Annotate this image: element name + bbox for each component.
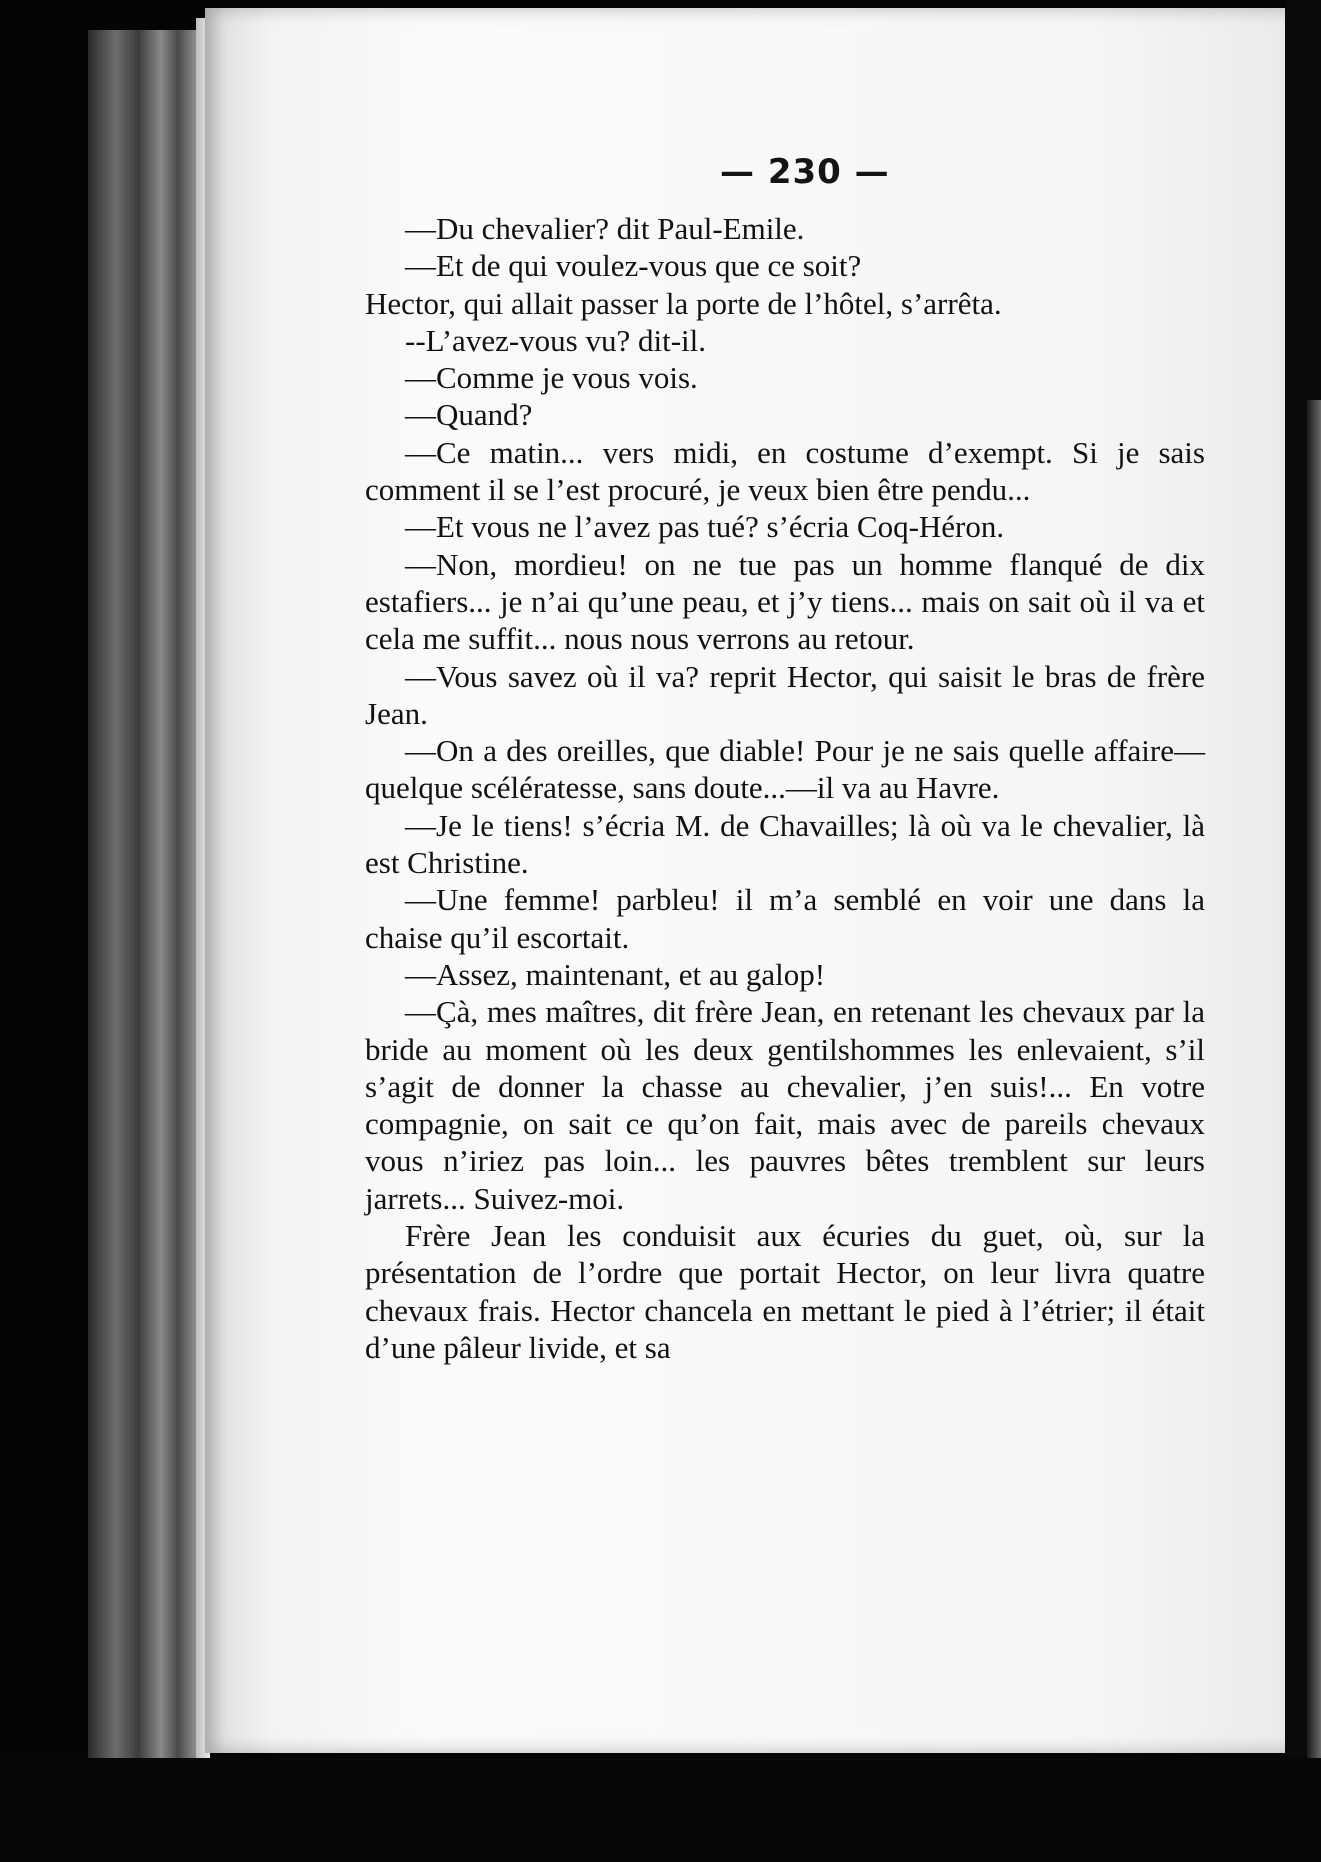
paragraph: —Je le tiens! s’écria M. de Chavailles; là où va le chevalier, là est Christine. xyxy=(365,807,1205,881)
book-spine xyxy=(88,30,200,1760)
paragraph: --L’avez-vous vu? dit-il. xyxy=(405,322,707,358)
paragraph: —Du chevalier? dit Paul-Emile. xyxy=(405,211,805,246)
paragraph: —Vous savez où il va? reprit Hector, qui saisit le bras de frère Jean. xyxy=(365,658,1205,731)
paragraph: —Çà, mes maîtres, dit frère Jean, en retenant les chevaux par la bride au moment où les deux gentilshommes les enlevaient, s’il s’agit de donner la chasse au chevalier, j’en suis!... En votre compagnie, on sait ce qu’on fait, mais avec de pareils chevaux vous n’iriez pas loin... les pauvres bêtes tremblent sur leurs jarrets... Suivez-moi. xyxy=(365,994,1205,1216)
paragraph: Frère Jean les conduisit aux écuries du guet, où, sur la présentation de l’ordre que portait Hector, on leur livra quatre chevaux frais. Hector chancela en mettant le pied à l’étrier; il était d’une pâleur livide, et sa xyxy=(365,1218,1205,1365)
paragraph: —Ce matin... vers midi, en costume d’exempt. Si je sais comment il se l’est procuré, je veux bien être pendu... xyxy=(365,434,1205,508)
paragraph: —Une femme! parbleu! il m’a semblé en voir une dans la chaise qu’il escortait. xyxy=(365,882,1205,955)
paragraph: —Assez, maintenant, et au galop! xyxy=(405,956,826,992)
paragraph: —Quand? xyxy=(405,397,533,433)
page-text xyxy=(365,210,1205,1366)
paragraph: —Et de qui voulez-vous que ce soit? xyxy=(405,248,862,284)
page-number: — 230 — xyxy=(720,152,890,192)
next-page-edge xyxy=(1307,400,1321,1800)
paragraph: —Comme je vous vois. xyxy=(405,360,698,396)
scan-margin-bottom xyxy=(0,1758,1321,1862)
paragraph: —Et vous ne l’avez pas tué? s’écria Coq-Héron. xyxy=(405,509,1005,545)
paragraph: Hector, qui allait passer la porte de l’hôtel, s’arrêta. xyxy=(365,285,1002,321)
paragraph: —Non, mordieu! on ne tue pas un homme flanqué de dix estafiers... je n’ai qu’une peau, et j’y tiens... mais on sait où il va et cela me suffit... nous nous verrons au retour. xyxy=(365,546,1205,657)
paragraph: —On a des oreilles, que diable! Pour je ne sais quelle affaire—quelque scélératesse, sans doute...—il va au Havre. xyxy=(365,733,1205,806)
